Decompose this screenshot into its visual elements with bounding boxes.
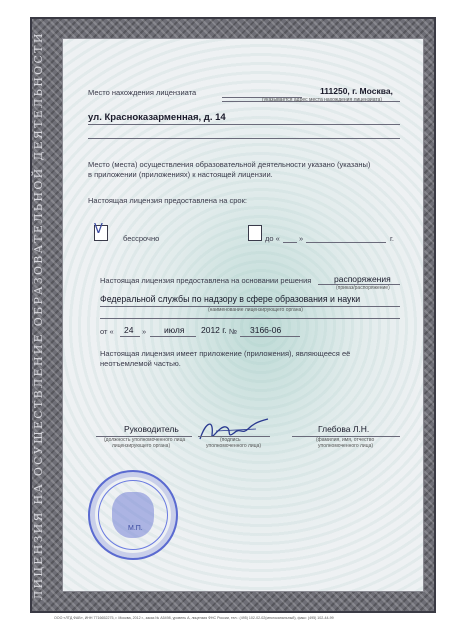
until-year-suffix: г. — [390, 234, 394, 243]
name-hint-1: (фамилия, имя, отчество — [316, 437, 375, 443]
address-line-2 — [88, 138, 400, 139]
basis-doc-type-hint: (приказ/распоряжение) — [336, 285, 390, 291]
date-month: июля — [164, 325, 185, 335]
term-label: Настоящая лицензия предоставлена на срок: — [88, 196, 247, 205]
appendix-text-2: неотъемлемой частью. — [100, 359, 181, 368]
location-value-line2: ул. Красноказарменная, д. 14 — [88, 112, 226, 123]
unlimited-checkmark: V — [94, 222, 103, 237]
vertical-license-title: ЛИЦЕНЗИЯ НА ОСУЩЕСТВЛЕНИЕ ОБРАЗОВАТЕЛЬНОЙ ДЕЯТЕЛЬНОСТИ — [32, 31, 45, 600]
date-mid-mark: » — [142, 327, 147, 336]
location-label: Место нахождения лицензиата — [88, 88, 197, 97]
date-prefix: от « — [100, 327, 114, 336]
until-option-label: до « — [265, 234, 280, 243]
basis-authority: Федеральной службы по надзору в сфере образования и науки — [100, 294, 361, 304]
date-number-line — [240, 336, 300, 337]
license-number: 3166-06 — [250, 325, 282, 335]
location-hint: (указывается адрес места нахождения лицензиата) — [262, 97, 383, 103]
date-day: 24 — [124, 325, 134, 335]
until-checkbox — [248, 225, 262, 241]
signature-hint-2: уполномоченного лица) — [206, 443, 262, 449]
address-line-1 — [88, 124, 400, 125]
date-day-line — [120, 336, 140, 337]
position-hint-2: лицензирующего органа) — [112, 443, 171, 449]
printer-footer: ООО «ЛТД ФАВ», ИНН 7716652275, г. Москва, 2012 г., заказ № А5498, уровень А, лицензия ФНС России, тел.: (495) 102-02-02(многоканальный), факс: (495) 102-44-99 — [54, 616, 334, 620]
until-day-line — [283, 242, 297, 243]
date-month-line — [150, 336, 196, 337]
basis-label: Настоящая лицензия предоставлена на основании решения — [100, 276, 312, 285]
appendix-text-1: Настоящая лицензия имеет приложение (приложения), являющееся её — [100, 349, 351, 358]
seal-mark-label: М.П. — [128, 525, 143, 532]
date-year: 2012 г. — [201, 325, 227, 335]
until-month-line — [306, 242, 386, 243]
basis-authority-hint: (наименование лицензирующего органа) — [208, 307, 303, 313]
position-hint-1: (должность уполномоченного лица — [104, 437, 186, 443]
unlimited-option-label: бессрочно — [123, 234, 160, 243]
places-text-2: в приложении (приложениях) к настоящей лицензии. — [88, 170, 273, 179]
signatory-position: Руководитель — [124, 424, 179, 434]
name-hint-2: уполномоченного лица) — [318, 443, 374, 449]
until-mid-mark: » — [299, 234, 304, 243]
basis-doc-type: распоряжения — [334, 274, 391, 284]
location-value-line1: 111250, г. Москва, — [320, 86, 393, 96]
date-number-label: № — [229, 327, 238, 336]
places-text-1: Место (места) осуществления образовательной деятельности указано (указаны) — [88, 160, 371, 169]
official-seal-stamp — [88, 470, 178, 560]
signature-hint-1: (подпись — [220, 437, 241, 443]
basis-extra-line — [100, 318, 400, 319]
signatory-name: Глебова Л.Н. — [318, 424, 370, 434]
